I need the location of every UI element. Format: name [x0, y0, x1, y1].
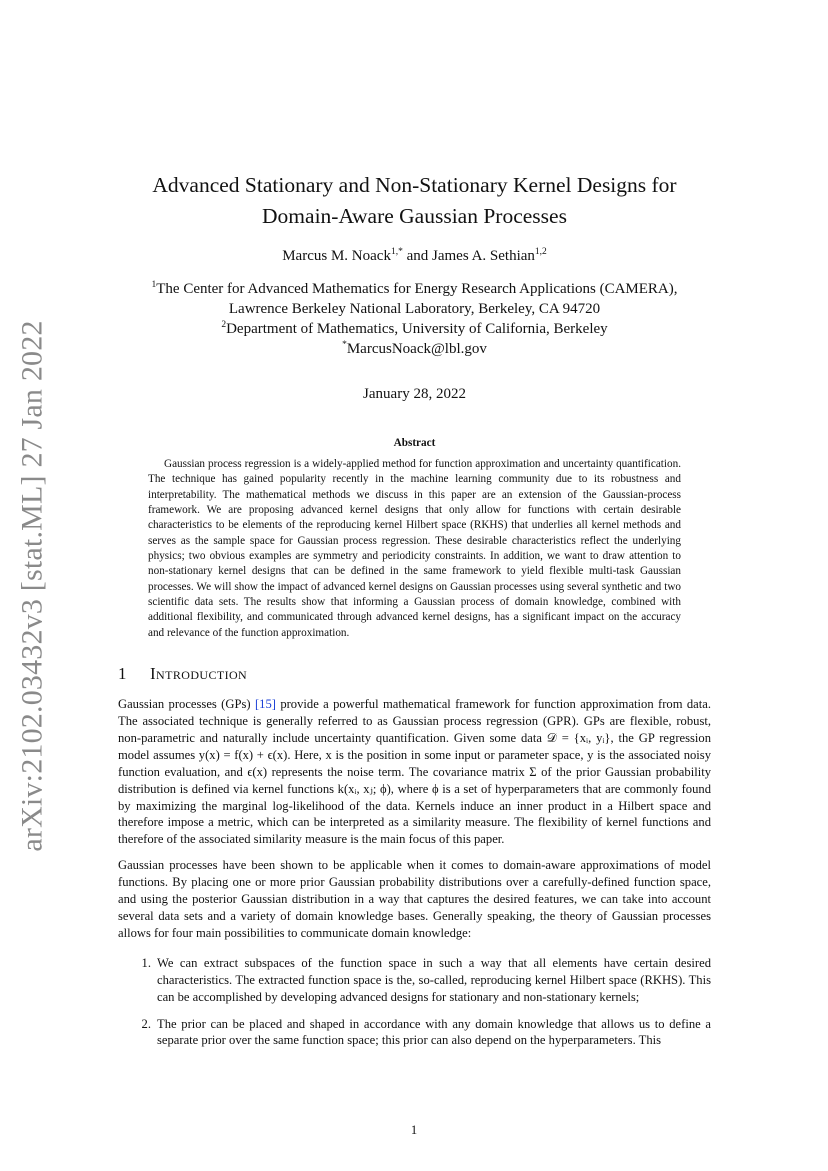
page-number: 1: [410, 1123, 418, 1137]
arxiv-identifier-text: arXiv:2102.03432v3 [stat.ML] 27 Jan 2022: [16, 319, 49, 852]
affiliation-1-line-1: The Center for Advanced Mathematics for Energy Research Applications (CAMERA),: [156, 281, 678, 297]
section-heading-introduction: [118, 664, 711, 684]
author-conjunction: and: [402, 248, 432, 264]
affiliation-2-line: Department of Mathematics, University of California, Berkeley: [226, 321, 608, 337]
abstract-heading: Abstract: [393, 437, 436, 449]
paper-page: [118, 170, 711, 1059]
affiliation-1-address: Lawrence Berkeley National Laboratory, Berkeley, CA 94720: [228, 301, 601, 317]
title-line-2: Domain-Aware Gaussian Processes: [262, 204, 567, 228]
list-item: [118, 1016, 711, 1050]
affiliation-2-mark: 2: [221, 320, 227, 330]
intro-p1-part-1: Gaussian processes (GPs): [118, 697, 255, 712]
author-1-affiliation-mark: 1,*: [390, 247, 403, 257]
paper-title: [118, 170, 711, 232]
corresponding-email: [118, 339, 711, 359]
title-line-1: Advanced Stationary and Non-Stationary Kernel Designs for: [152, 173, 677, 197]
section-number: 1: [118, 664, 127, 684]
email-address: MarcusNoack@lbl.gov: [346, 341, 487, 357]
intro-paragraph-2: Gaussian processes have been shown to be applicable when it comes to domain-aware approximations of model functions. By placing one or more prior Gaussian probability distributions over a carefully-defined function space, and using the posterior Gaussian distribution in a way that captures the desired features, we can take into account several data sets and a variety of domain knowledge bases. Generally speaking, the theory of Gaussian processes allows for four main possibilities to communicate domain knowledge:: [118, 858, 711, 940]
intro-p1-part-2: provide a powerful mathematical framework for function approximation from data. The associated technique is generally referred to as Gaussian process regression (GPR). GPs are flexible, robust, non-parametric and naturally include uncertainty quantification. Given some data 𝒟 = {xᵢ, yᵢ}, the GP regression model assumes y(x) = f(x) + ϵ(x). Here, x is the position in some input or parameter space, y is the associated noisy function evaluation, and ϵ(x) represents the noise term. The covariance matrix Σ of the prior Gaussian probability distribution is defined via kernel functions k(xᵢ, xⱼ; ϕ), where ϕ is a set of hyperparameters that are commonly found by maximizing the marginal log-likelihood of the data. Kernels induce an inner product in a Hilbert space and therefore impose a metric, which can be interpreted as a similarity measure. The flexibility of kernel functions and therefore of the associated similarity measure is the main focus of this paper.: [118, 697, 711, 847]
affiliation-1-mark: 1: [151, 280, 157, 290]
arxiv-identifier-sidebar: [3, 0, 63, 1171]
abstract-text: Gaussian process regression is a widely-applied method for function approximation and uncertainty quantification. The technique has gained popularity recently in the machine learning community due to its robustness and interpretability. The mathematical methods we discuss in this paper are an extension of the Gaussian-process framework. We are proposing advanced kernel designs that only allow for functions with certain desirable characteristics to be elements of the reproducing kernel Hilbert space (RKHS) that underlies all kernel methods and serves as the sample space for Gaussian process regression. These desirable characteristics reflect the underlying physics; two obvious examples are symmetry and periodicity constraints. In addition, we want to draw attention to non-stationary kernel designs that can be defined in the same framework to yield flexible multi-task Gaussian processes. We will show the impact of advanced kernel designs on Gaussian processes using several synthetic and two scientific data sets. The results show that informing a Gaussian process of domain knowledge, combined with additional flexibility, and communicated through advanced kernel designs, has a significant impact on the accuracy and relevance of the function approximation.: [148, 458, 681, 639]
list-item: [118, 955, 711, 1006]
section-title: Introduction: [150, 664, 248, 684]
author-list: [118, 248, 711, 265]
author-2-affiliation-mark: 1,2: [534, 247, 547, 257]
list-item-number: 2.: [141, 1016, 151, 1031]
author-2-name: James A. Sethian: [432, 248, 535, 264]
affiliations: [118, 279, 711, 359]
list-item-text: The prior can be placed and shaped in accordance with any domain knowledge that allows us to define a separate prior over the same function space; this prior can also depend on the hyperparameters. This: [157, 1016, 711, 1048]
numbered-list: [118, 955, 711, 1050]
citation-link[interactable]: [15]: [254, 697, 276, 712]
list-item-number: 1.: [141, 955, 151, 970]
affiliation-1: [118, 279, 711, 299]
author-1-name: Marcus M. Noack: [282, 248, 391, 264]
publication-date: January 28, 2022: [363, 386, 466, 402]
email-mark: *: [342, 340, 347, 350]
list-item-text: We can extract subspaces of the function space in such a way that all elements have certain desired characteristics. The extracted function space is the, so-called, reproducing kernel Hilbert space (RKHS). This can be accomplished by developing advanced designs for stationary and non-stationary kernels;: [157, 955, 711, 1004]
affiliation-2: [118, 319, 711, 339]
intro-paragraph-1: [118, 696, 711, 848]
